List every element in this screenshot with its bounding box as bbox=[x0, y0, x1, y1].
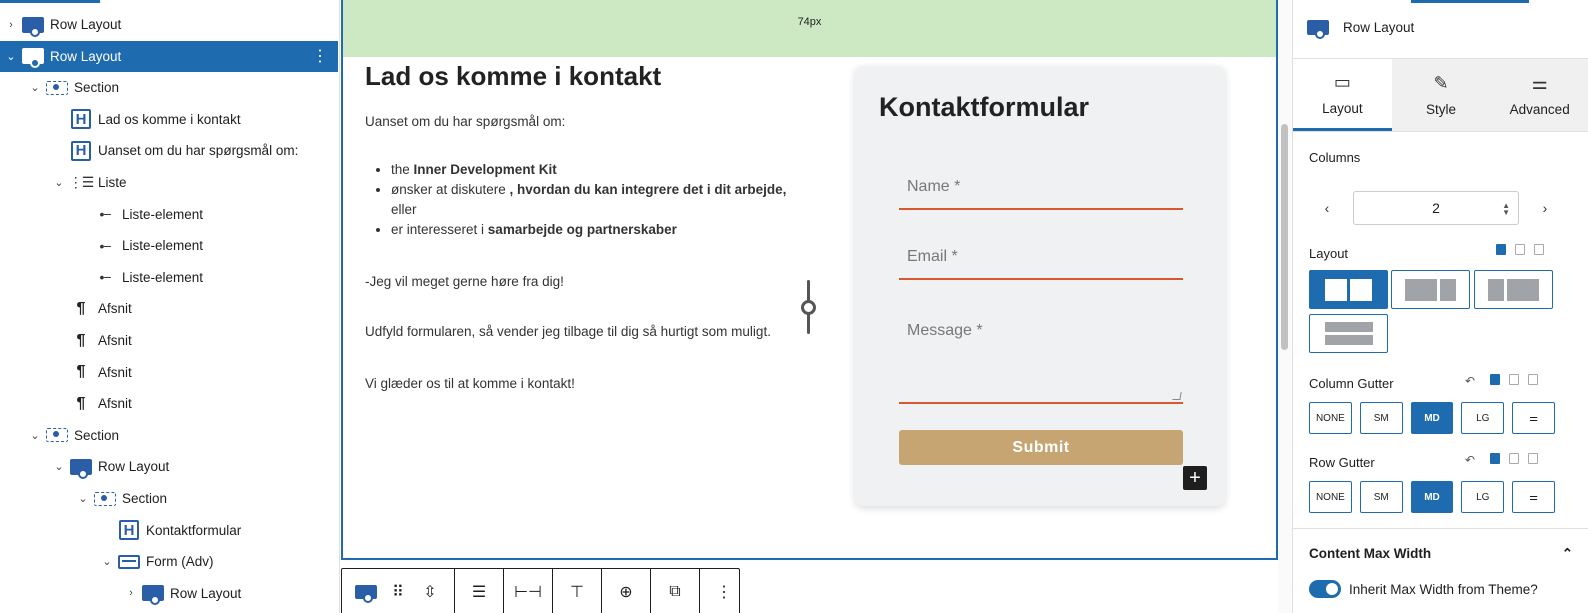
contact-form-card[interactable] bbox=[855, 66, 1225, 506]
paragraph[interactable]: Vi glæder os til at komme i kontakt! bbox=[365, 376, 575, 391]
tree-item-label: Lad os komme i kontakt bbox=[98, 111, 241, 127]
sliders-icon: ⚌ bbox=[1531, 73, 1548, 93]
tree-item[interactable] bbox=[0, 135, 338, 166]
list-icon: ⋮☰ bbox=[68, 174, 94, 190]
list-item-icon: •− bbox=[99, 269, 111, 286]
chevron-right-icon[interactable]: › bbox=[9, 18, 13, 31]
tree-item[interactable] bbox=[0, 41, 338, 72]
toolbar-group-copy bbox=[651, 569, 700, 613]
gutter-lg-button[interactable]: LG bbox=[1461, 402, 1504, 434]
tablet-icon[interactable] bbox=[1509, 453, 1519, 464]
row-layout-icon bbox=[22, 47, 44, 65]
layout-block bbox=[1325, 322, 1373, 332]
paragraph-icon: ¶ bbox=[76, 299, 86, 317]
resize-knob-icon[interactable] bbox=[801, 300, 816, 315]
list-item-text: the bbox=[391, 162, 414, 177]
heading-icon: H bbox=[118, 521, 140, 539]
tree-item[interactable] bbox=[0, 451, 338, 482]
paragraph-icon: ¶ bbox=[76, 394, 86, 412]
sliders-icon: ⚌ bbox=[1529, 412, 1539, 424]
column-resize-handle[interactable] bbox=[801, 280, 815, 334]
mobile-icon[interactable] bbox=[1528, 374, 1538, 385]
reset-icon[interactable]: ↶ bbox=[1465, 453, 1476, 467]
drag-handle-icon: ⠿ bbox=[392, 583, 404, 601]
inherit-max-width-row bbox=[1309, 580, 1538, 598]
tree-item-label: Row Layout bbox=[170, 585, 242, 601]
layout-block bbox=[1507, 279, 1539, 301]
spacer bbox=[52, 365, 66, 379]
gutter-none-button[interactable]: NONE bbox=[1309, 402, 1352, 434]
page-heading[interactable]: Lad os komme i kontakt bbox=[365, 61, 662, 91]
content-max-width-label: Content Max Width bbox=[1309, 546, 1432, 561]
tree-item[interactable] bbox=[0, 230, 338, 261]
spacer bbox=[52, 302, 66, 316]
panel-block-title: Row Layout bbox=[1343, 20, 1415, 35]
layout-tab-icon: ▭ bbox=[1333, 71, 1351, 92]
vertical-align-button[interactable] bbox=[561, 576, 593, 608]
heading-icon: H bbox=[70, 142, 92, 160]
heading-icon: H bbox=[70, 110, 92, 128]
tab-label: Style bbox=[1426, 102, 1457, 117]
list-item-bold: Inner Development Kit bbox=[413, 162, 557, 177]
tree-item[interactable] bbox=[0, 167, 338, 198]
panel-tab-indicator bbox=[1411, 0, 1529, 3]
layout-block bbox=[1405, 279, 1437, 301]
settings-tabs bbox=[1293, 58, 1588, 132]
gutter-none-button[interactable]: NONE bbox=[1309, 481, 1352, 513]
paragraph[interactable]: Udfyld formularen, så vender jeg tilbage til dig så hurtigt som muligt. bbox=[365, 324, 771, 339]
inherit-max-width-toggle[interactable] bbox=[1309, 580, 1341, 598]
column-gutter-device-switcher bbox=[1465, 374, 1538, 388]
gutter-custom-button[interactable] bbox=[1512, 402, 1555, 434]
chevron-down-icon[interactable]: ⌄ bbox=[54, 461, 64, 474]
tree-item-label: Section bbox=[74, 427, 120, 443]
form-icon bbox=[118, 553, 140, 571]
align-center-icon: ☰ bbox=[471, 583, 487, 601]
chevron-down-icon[interactable]: ⌄ bbox=[102, 556, 112, 569]
tab-advanced[interactable] bbox=[1490, 59, 1588, 131]
more-vertical-icon: ⋮ bbox=[716, 583, 732, 601]
paragraph-icon: ¶ bbox=[76, 363, 86, 381]
tree-item-label: Form (Adv) bbox=[146, 554, 214, 570]
tree-item[interactable] bbox=[0, 262, 338, 293]
drag-handle-button[interactable] bbox=[382, 576, 414, 608]
tree-item-label: Afsnit bbox=[98, 364, 132, 380]
tab-style[interactable] bbox=[1392, 59, 1491, 131]
tree-tab-indicator bbox=[0, 0, 100, 3]
spacer bbox=[76, 239, 90, 253]
spacer bbox=[100, 523, 114, 537]
tree-item-label: Section bbox=[122, 491, 168, 506]
copy-style-button[interactable] bbox=[659, 576, 691, 608]
chevron-down-icon[interactable]: ⌄ bbox=[54, 177, 64, 189]
tree-item-label: Row Layout bbox=[50, 17, 122, 32]
add-section-button[interactable] bbox=[610, 576, 642, 608]
layout-device-switcher bbox=[1487, 244, 1544, 258]
tree-item-label: Afsnit bbox=[98, 333, 132, 348]
intro-heading[interactable]: Uanset om du har spørgsmål om: bbox=[365, 114, 566, 129]
list-item-bold: samarbejde og partnerskaber bbox=[487, 222, 677, 237]
columns-input[interactable] bbox=[1353, 191, 1519, 225]
gutter-sm-button[interactable]: SM bbox=[1360, 402, 1403, 434]
tablet-icon[interactable] bbox=[1515, 244, 1525, 255]
list-item[interactable] bbox=[391, 180, 795, 220]
tree-item[interactable] bbox=[0, 293, 338, 324]
toolbar-group-more bbox=[700, 569, 748, 613]
paragraph[interactable]: -Jeg vil meget gerne høre fra dig! bbox=[365, 274, 564, 289]
list-item-text: ønsker at diskutere bbox=[391, 182, 510, 197]
list-item-text: eller bbox=[391, 202, 417, 217]
copy-style-icon: ⧉ bbox=[669, 582, 681, 600]
gutter-md-button[interactable]: MD bbox=[1411, 481, 1454, 513]
name-field[interactable] bbox=[899, 178, 1183, 210]
tab-layout[interactable] bbox=[1293, 59, 1392, 131]
layout-option-right-heavy[interactable] bbox=[1474, 270, 1553, 309]
left-column[interactable] bbox=[365, 57, 795, 394]
increase-columns-button[interactable]: › bbox=[1542, 200, 1548, 216]
layout-option-equal[interactable] bbox=[1309, 270, 1388, 309]
list-item[interactable] bbox=[391, 160, 795, 180]
gutter-lg-button[interactable]: LG bbox=[1461, 481, 1504, 513]
gutter-sm-button[interactable]: SM bbox=[1360, 481, 1403, 513]
row-gutter-label: Row Gutter bbox=[1309, 455, 1375, 470]
tree-item[interactable] bbox=[0, 325, 338, 356]
tree-item[interactable] bbox=[0, 515, 338, 546]
tree-item-label: Kontaktformular bbox=[146, 522, 242, 538]
list-item[interactable] bbox=[391, 220, 795, 240]
tree-item[interactable] bbox=[0, 546, 338, 577]
bullet-list[interactable] bbox=[365, 160, 795, 240]
section-icon bbox=[46, 426, 68, 444]
row-layout-icon bbox=[70, 458, 92, 476]
toolbar-group-add bbox=[602, 569, 651, 613]
chevron-down-icon[interactable]: ⌄ bbox=[30, 429, 40, 442]
list-item-icon: •− bbox=[99, 206, 111, 223]
block-toolbar bbox=[341, 568, 740, 613]
spacer-height-label: 74px bbox=[797, 15, 822, 28]
row-layout-icon bbox=[142, 584, 164, 602]
paragraph-icon: ¶ bbox=[76, 331, 86, 349]
spacer bbox=[76, 207, 90, 221]
spacer bbox=[76, 270, 90, 284]
gutter-md-button[interactable]: MD bbox=[1411, 402, 1454, 434]
content-max-width-header[interactable] bbox=[1293, 528, 1588, 578]
columns-value: 2 bbox=[1432, 200, 1440, 216]
section-icon bbox=[94, 490, 116, 508]
spacer bbox=[52, 334, 66, 348]
spacer bbox=[52, 397, 66, 411]
chevron-down-icon[interactable]: ⌄ bbox=[78, 493, 88, 505]
width-button[interactable] bbox=[512, 576, 544, 608]
list-view-panel bbox=[0, 0, 340, 613]
tree-item[interactable] bbox=[0, 483, 338, 514]
layout-label: Layout bbox=[1309, 246, 1349, 261]
tree-item-label: Row Layout bbox=[50, 48, 122, 64]
row-gutter-device-switcher bbox=[1465, 453, 1538, 467]
tree-item[interactable] bbox=[0, 72, 338, 103]
layout-option-left-heavy[interactable] bbox=[1391, 270, 1470, 309]
full-width-icon: ⊢⊣ bbox=[514, 583, 542, 601]
toolbar-group-vertical bbox=[553, 569, 602, 613]
more-options-icon[interactable]: ⋮ bbox=[312, 47, 328, 65]
row-layout-icon bbox=[355, 585, 377, 599]
chevron-down-icon[interactable]: ⌄ bbox=[30, 82, 40, 95]
toolbar-group-block bbox=[342, 569, 455, 613]
tree-item[interactable] bbox=[0, 578, 338, 609]
message-field[interactable] bbox=[899, 322, 1183, 404]
more-options-button[interactable] bbox=[708, 576, 740, 608]
layout-block bbox=[1325, 335, 1373, 345]
column-gutter-options bbox=[1309, 402, 1555, 434]
mobile-icon[interactable] bbox=[1534, 244, 1544, 255]
gutter-custom-button[interactable] bbox=[1512, 481, 1555, 513]
tree-item[interactable] bbox=[0, 9, 338, 40]
message-placeholder: Message * bbox=[907, 322, 983, 339]
layout-block bbox=[1440, 279, 1456, 301]
spacer bbox=[52, 144, 66, 158]
layout-block bbox=[1488, 279, 1504, 301]
move-up-down-button[interactable] bbox=[414, 576, 446, 608]
canvas-scrollbar[interactable] bbox=[1278, 0, 1292, 613]
tree-item-label: Uanset om du har spørgsmål om: bbox=[98, 143, 299, 159]
align-button[interactable] bbox=[463, 576, 495, 608]
toolbar-group-width bbox=[504, 569, 553, 613]
section-icon bbox=[46, 79, 68, 97]
chevron-up-icon: ⌃ bbox=[1561, 545, 1573, 561]
plus-circle-icon: ⊕ bbox=[619, 583, 633, 601]
column-gutter-label: Column Gutter bbox=[1309, 376, 1394, 391]
columns-stepper bbox=[1309, 190, 1571, 226]
email-field[interactable] bbox=[899, 248, 1183, 280]
chevron-up-down-icon: ⇳ bbox=[423, 583, 437, 601]
brush-icon: ✎ bbox=[1433, 73, 1449, 93]
tree-item-label: Afsnit bbox=[98, 396, 132, 412]
tree-item[interactable] bbox=[0, 104, 338, 135]
list-item-text: er interesseret i bbox=[391, 222, 488, 237]
add-block-button[interactable] bbox=[1183, 466, 1207, 490]
mobile-icon[interactable] bbox=[1528, 453, 1538, 464]
editor-canvas[interactable] bbox=[341, 0, 1278, 560]
name-placeholder: Name * bbox=[907, 178, 961, 195]
tree-item[interactable] bbox=[0, 199, 338, 230]
row-gutter-options bbox=[1309, 481, 1555, 513]
tree-item-label: Row Layout bbox=[98, 459, 170, 475]
layout-option-stacked[interactable] bbox=[1309, 314, 1388, 353]
tab-label: Layout bbox=[1322, 100, 1363, 116]
tree-item-label: Liste bbox=[98, 175, 127, 190]
chevron-down-icon[interactable]: ⌄ bbox=[6, 50, 16, 63]
tablet-icon[interactable] bbox=[1509, 374, 1519, 385]
plus-icon: + bbox=[1189, 466, 1201, 489]
align-top-icon: ⊤ bbox=[570, 583, 584, 601]
layout-block bbox=[1350, 279, 1372, 301]
list-item-bold: , hvordan du kan integrere det i dit arbejde, bbox=[509, 182, 787, 197]
submit-button[interactable]: Submit bbox=[899, 430, 1183, 465]
row-layout-icon bbox=[22, 16, 44, 34]
block-type-button[interactable] bbox=[350, 576, 382, 608]
tree-item-label: Afsnit bbox=[98, 301, 132, 317]
chevron-right-icon[interactable]: › bbox=[129, 587, 133, 600]
desktop-icon[interactable] bbox=[1490, 374, 1500, 385]
spacer bbox=[52, 112, 66, 126]
panel-block-header bbox=[1307, 20, 1414, 35]
block-settings-panel bbox=[1292, 0, 1588, 613]
layout-block bbox=[1325, 279, 1347, 301]
tree-item[interactable] bbox=[0, 388, 338, 419]
textarea-resize-grip-icon[interactable] bbox=[1172, 392, 1181, 400]
row-layout-icon bbox=[1307, 20, 1329, 35]
reset-icon[interactable]: ↶ bbox=[1465, 374, 1476, 388]
tree-item-label: Liste-element bbox=[122, 238, 204, 254]
scrollbar-thumb[interactable] bbox=[1281, 124, 1288, 350]
tree-item-label: Liste-element bbox=[122, 269, 204, 285]
spin-arrows-icon[interactable]: ▲ ▼ bbox=[1502, 201, 1510, 217]
tree-item[interactable] bbox=[0, 420, 338, 451]
inherit-max-width-label: Inherit Max Width from Theme? bbox=[1349, 581, 1538, 597]
toolbar-group-align bbox=[455, 569, 504, 613]
tree-item-label: Liste-element bbox=[122, 206, 204, 222]
tree-item[interactable] bbox=[0, 357, 338, 388]
sliders-icon: ⚌ bbox=[1529, 491, 1539, 503]
form-title[interactable]: Kontaktformular bbox=[879, 92, 1090, 122]
desktop-icon[interactable] bbox=[1496, 244, 1506, 255]
desktop-icon[interactable] bbox=[1490, 453, 1500, 464]
list-item-icon: •− bbox=[99, 237, 111, 254]
tab-label: Advanced bbox=[1509, 102, 1570, 117]
decrease-columns-button[interactable]: ‹ bbox=[1324, 200, 1330, 216]
email-placeholder: Email * bbox=[907, 248, 958, 265]
tree-item-label: Section bbox=[74, 80, 120, 96]
columns-label: Columns bbox=[1309, 150, 1361, 165]
spacer-block[interactable] bbox=[343, 0, 1276, 57]
